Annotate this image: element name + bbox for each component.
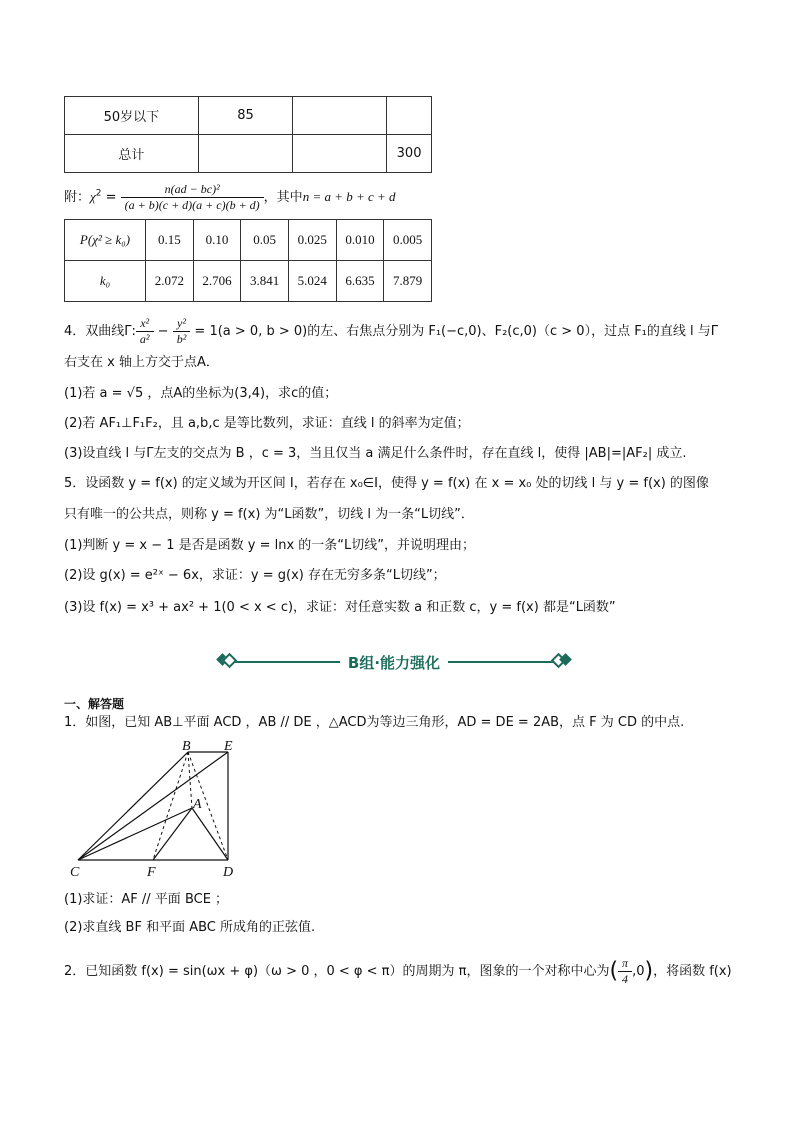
edge-bf-dashed bbox=[153, 752, 188, 860]
chi-symbol: χ bbox=[90, 189, 96, 204]
table-cell: 0.025 bbox=[288, 220, 336, 261]
table-cell: 0.005 bbox=[384, 220, 432, 261]
q4-frac-x bbox=[136, 316, 154, 347]
table-cell: P(χ² ≥ k₀) bbox=[65, 220, 146, 261]
table-cell: 50岁以下 bbox=[65, 97, 199, 135]
label-a: A bbox=[193, 797, 202, 812]
table-cell: 85 bbox=[198, 97, 292, 135]
chi-square-formula: 附：$\chi^2$ = $\frac{\text{n(ad − bc)²}}{(a + b)(c + d)(a + c)(b + d)}$ ，其中n = a + b + c + d bbox=[64, 182, 396, 212]
edge-ca bbox=[78, 808, 192, 860]
equals-sign: = bbox=[101, 190, 121, 205]
table-cell: 2.706 bbox=[193, 261, 241, 302]
table-cell bbox=[387, 97, 432, 135]
q1-stem: 1．如图，已知 AB⊥平面 ACD ，AB // DE ，△ACD为等边三角形，AD = DE = 2AB，点 F 为 CD 的中点. bbox=[64, 715, 685, 730]
table-cell: 2.072 bbox=[146, 261, 194, 302]
table-cell: 0.10 bbox=[193, 220, 241, 261]
table-cell: 3.841 bbox=[241, 261, 289, 302]
label-d: D bbox=[223, 865, 234, 880]
section-banner bbox=[216, 651, 572, 673]
q5-part1: (1)判断 y = x − 1 是否是函数 y = lnx 的一条“L切线”，并说明理由； bbox=[64, 538, 476, 553]
edge-ce bbox=[78, 752, 228, 860]
q4-stem-rest: = 1(a > 0, b > 0)的左、右焦点分别为 F₁(−c,0)、F₂(c,0)（c > 0），过点 F₁的直线 l 与Γ bbox=[190, 324, 719, 339]
table-cell: 6.635 bbox=[336, 261, 384, 302]
table-cell bbox=[198, 135, 292, 173]
table-row bbox=[65, 97, 432, 135]
fraction-denominator: a² bbox=[139, 332, 150, 346]
q4-line2: 右支在 x 轴上方交于点A． bbox=[64, 355, 219, 370]
q2-line bbox=[64, 956, 732, 987]
q5-part3: (3)设 f(x) = x³ + ax² + 1(0 < x < c)，求证：对任意实数 a 和正数 c，y = f(x) 都是“L函数” bbox=[64, 600, 616, 615]
table-row bbox=[65, 135, 432, 173]
table-cell: 0.010 bbox=[336, 220, 384, 261]
label-b: B bbox=[182, 739, 191, 754]
q5-line2: 只有唯一的公共点，则称 y = f(x) 为“L函数”，切线 l 为一条“L切线”． bbox=[64, 507, 474, 522]
fraction-denominator: b² bbox=[176, 332, 187, 346]
part-heading: 一、解答题 bbox=[64, 697, 125, 711]
q4-stem-start: 4．双曲线Γ: bbox=[64, 324, 136, 339]
q5-part2: (2)设 g(x) = e²ˣ − 6x，求证：y = g(x) 存在无穷多条“L切线”； bbox=[64, 568, 446, 583]
q4-part1: (1)若 a = √5 ，点A的坐标为(3,4)，求c的值； bbox=[64, 386, 338, 401]
formula-n: n = a + b + c + d bbox=[302, 189, 396, 204]
table-cell: 0.15 bbox=[146, 220, 194, 261]
q4-line1 bbox=[64, 316, 718, 347]
edge-cb bbox=[78, 752, 188, 860]
fraction-denominator: (a + b)(c + d)(a + c)(b + d) bbox=[124, 198, 260, 212]
fraction-numerator: π bbox=[618, 956, 632, 972]
q1-part1: (1)求证：AF // 平面 BCE ； bbox=[64, 892, 229, 907]
fraction-numerator: x² bbox=[136, 316, 154, 332]
geometry-figure bbox=[64, 738, 254, 883]
edge-ad bbox=[192, 808, 228, 860]
critical-value-table bbox=[64, 219, 432, 302]
table-cell: 总计 bbox=[65, 135, 199, 173]
q2-stem-end: ，将函数 f(x) bbox=[653, 964, 732, 979]
table-cell: k₀ bbox=[65, 261, 146, 302]
q4-part3: (3)设直线 l 与Γ左支的交点为 B ，c = 3，当且仅当 a 满足什么条件时，存在直线 l，使得 |AB|=|AF₂| 成立. bbox=[64, 446, 687, 461]
minus-sign: − bbox=[153, 324, 173, 339]
q5-line1: 5．设函数 y = f(x) 的定义域为开区间 I，若存在 x₀∈I，使得 y = f(x) 在 x = x₀ 处的切线 l 与 y = f(x) 的图像 bbox=[64, 476, 709, 491]
q4-part2: (2)若 AF₁⊥F₁F₂，且 a,b,c 是等比数列，求证：直线 l 的斜率为定值； bbox=[64, 416, 470, 431]
chi-fraction bbox=[121, 182, 264, 213]
section-title bbox=[216, 652, 572, 673]
contingency-table bbox=[64, 96, 432, 173]
q2-stem-start: 2．已知函数 f(x) = sin(ωx + φ)（ω > 0 ，0 < φ < π）的周期为 π，图象的一个对称中心为 bbox=[64, 964, 610, 979]
q4-frac-y bbox=[173, 316, 191, 347]
fraction-numerator: n(ad − bc)² bbox=[121, 182, 264, 198]
formula-prefix: 附： bbox=[64, 190, 91, 205]
close-paren: ) bbox=[644, 958, 654, 984]
table-cell bbox=[293, 135, 387, 173]
q1-part2: (2)求直线 BF 和平面 ABC 所成角的正弦值. bbox=[64, 920, 316, 935]
label-e: E bbox=[224, 739, 233, 754]
formula-suffix: ，其中 bbox=[263, 190, 303, 205]
fraction-numerator: y² bbox=[173, 316, 191, 332]
fraction-denominator: 4 bbox=[622, 972, 629, 986]
table-cell: 0.05 bbox=[241, 220, 289, 261]
table-cell bbox=[293, 97, 387, 135]
label-f: F bbox=[147, 865, 156, 880]
section-title-text: B组·能力强化 bbox=[340, 654, 448, 672]
edge-fa bbox=[153, 808, 192, 860]
table-cell: 7.879 bbox=[384, 261, 432, 302]
table-row bbox=[65, 261, 432, 302]
table-row bbox=[65, 220, 432, 261]
q2-point-y: ,0 bbox=[632, 964, 645, 979]
table-cell: 300 bbox=[387, 135, 432, 173]
label-c: C bbox=[70, 865, 80, 880]
table-cell: 5.024 bbox=[288, 261, 336, 302]
open-paren: ( bbox=[609, 958, 619, 984]
q2-frac bbox=[618, 956, 632, 987]
